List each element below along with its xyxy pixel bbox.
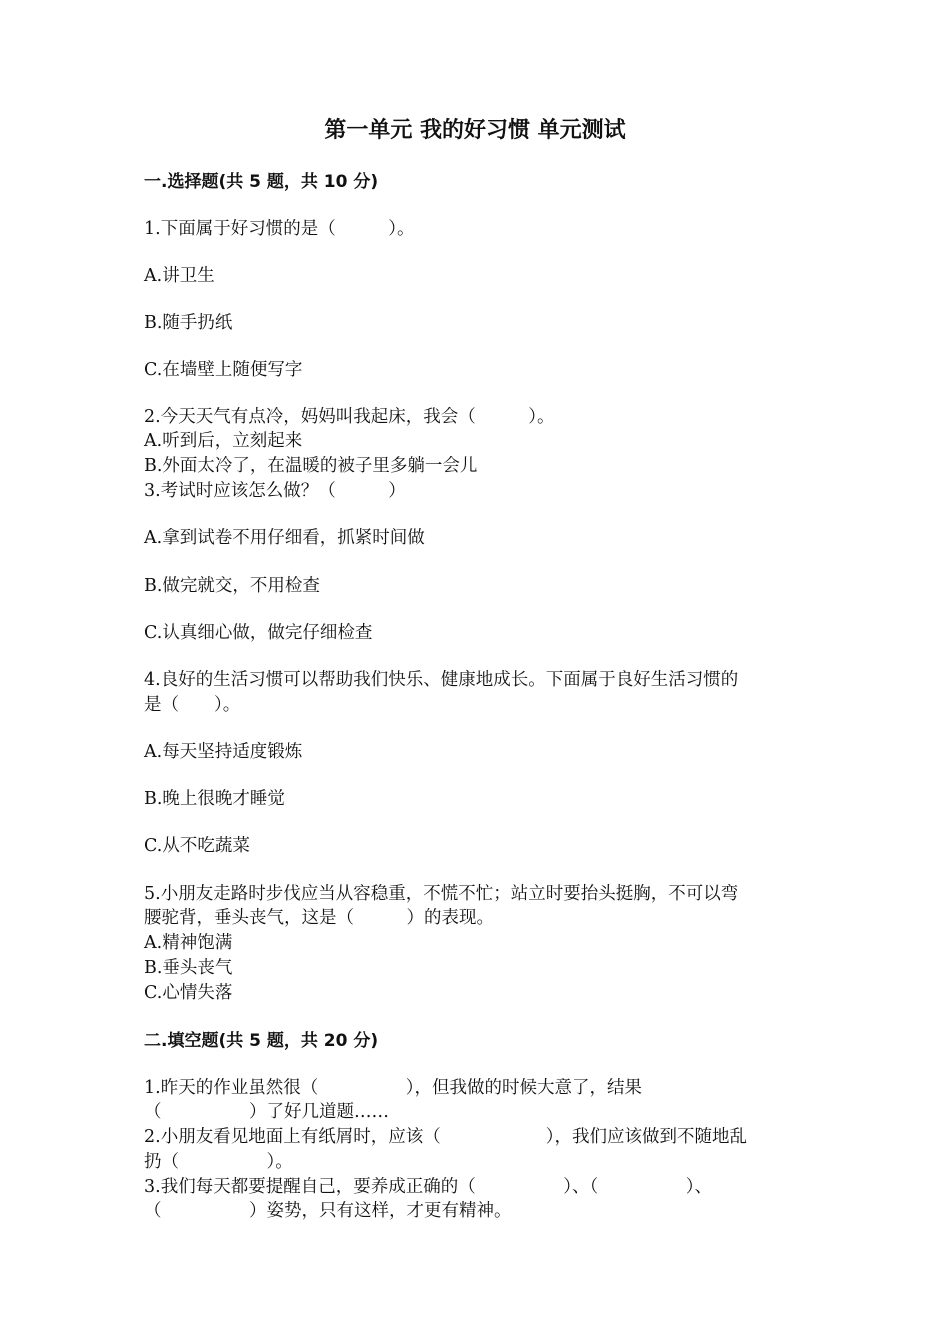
question-4-option-a: A.每天坚持适度锻炼 [144,742,303,762]
section-heading-fill: 二.填空题(共 5 题，共 20 分) [144,1031,379,1051]
question-1-option-c: C.在墙壁上随便写字 [144,360,303,380]
question-4-option-b: B.晚上很晚才睡觉 [144,789,285,809]
fill-question-1-line1: 1.昨天的作业虽然很（ ），但我做的时候大意了，结果 [144,1078,642,1098]
question-5-option-b: B.垂头丧气 [144,958,233,978]
question-4-stem-line2: 是（ ）。 [144,695,241,715]
question-4-option-c: C.从不吃蔬菜 [144,836,250,856]
question-4-stem-line1: 4.良好的生活习惯可以帮助我们快乐、健康地成长。下面属于良好生活习惯的 [144,670,739,690]
question-3-option-c: C.认真细心做，做完仔细检查 [144,623,373,643]
question-5-option-c: C.心情失落 [144,983,233,1003]
question-5-stem-line2: 腰驼背，垂头丧气，这是（ ）的表现。 [144,908,494,928]
question-2-option-a: A.听到后，立刻起来 [144,431,303,451]
question-2-stem: 2.今天天气有点冷，妈妈叫我起床，我会（ ）。 [144,407,555,427]
question-1-option-a: A.讲卫生 [144,266,215,286]
question-5-option-a: A.精神饱满 [144,933,233,953]
question-3-stem: 3.考试时应该怎么做？（ ） [144,481,406,501]
question-2-option-b: B.外面太冷了，在温暖的被子里多躺一会儿 [144,456,478,476]
fill-question-3-line2: （ ）姿势，只有这样，才更有精神。 [144,1201,512,1221]
fill-question-2-line2: 扔（ ）。 [144,1152,293,1172]
fill-question-2-line1: 2.小朋友看见地面上有纸屑时，应该（ ），我们应该做到不随地乱 [144,1127,747,1147]
question-1-option-b: B.随手扔纸 [144,313,233,333]
question-1-stem: 1.下面属于好习惯的是（ ）。 [144,219,415,239]
section-heading-choice: 一.选择题(共 5 题，共 10 分) [144,172,379,192]
question-3-option-b: B.做完就交，不用检查 [144,576,320,596]
question-5-stem-line1: 5.小朋友走路时步伐应当从容稳重，不慌不忙；站立时要抬头挺胸，不可以弯 [144,884,739,904]
fill-question-1-line2: （ ）了好几道题…… [144,1102,389,1122]
question-3-option-a: A.拿到试卷不用仔细看，抓紧时间做 [144,528,425,548]
fill-question-3-line1: 3.我们每天都要提醒自己，要养成正确的（ ）、（ ）、 [144,1177,712,1197]
page-title: 第一单元 我的好习惯 单元测试 [324,118,626,143]
